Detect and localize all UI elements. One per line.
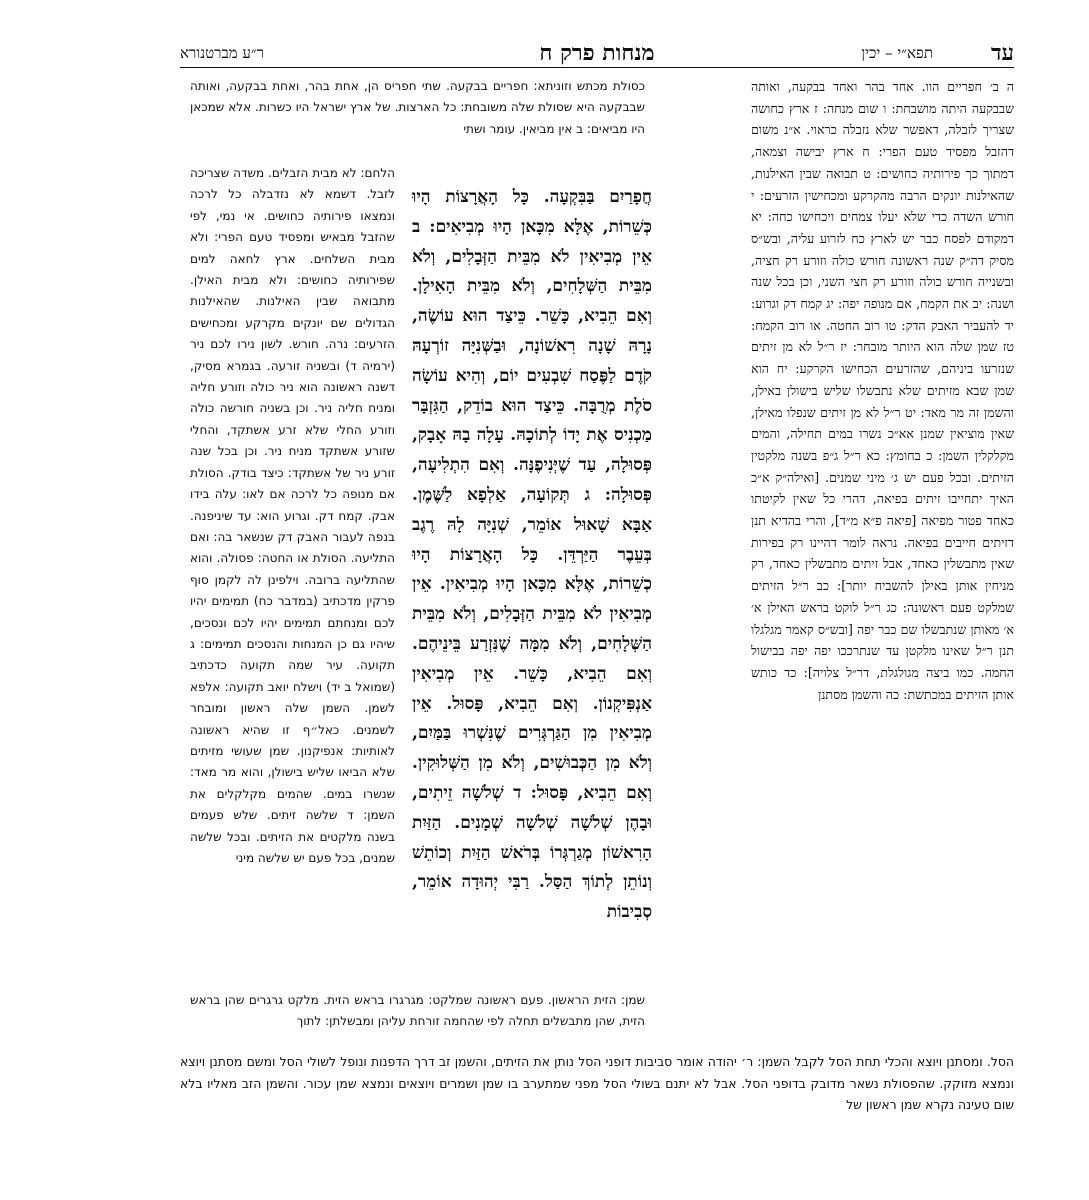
bartenura-commentary-bottom [190, 990, 645, 1033]
header-rule [180, 67, 1014, 68]
tiferet-yisrael-commentary [751, 76, 1014, 705]
commentary-text: כסולת מכתש וזוניתא: חפריים בבקעה. שתי חפריס הן, אחת בהר, ואחת בבקעה, ואותה שבבקעה היא שסולת שלה משובחת: כל הארצות. של ארץ ישראל היו כשרות. אלא שמכאן היו מביאים: ב אין מביאין. עומר ושתי [190, 79, 645, 136]
page-title: מנחות פרק ח [539, 40, 655, 66]
commentary-text: שמן: הזית הראשון. פעם ראשונה שמלקט: מגרגרו בראש הזית. מלקט גרגרים שהן בראש הזית, שהן מתבשלים תחלה לפי שהחמה זורחת עליהן ומבשלתן: לתוך [190, 993, 645, 1029]
page-number: עד [990, 40, 1014, 66]
commentary-text: הלחם: לא מבית הזבלים. משדה שצריכה לזבל. דשמא לא נזדבלה כל לרכה ונמצאו פירותיה כחושים. אי נמי, לפי שהזבל מבאיש ומפסיד טעם הפרי: ולא מבית השלחים. ארץ לחאה למים שפירותיה כחושים: ולא מבית האילן. מתבואה שבין האילנות. שהאילנות הגדולים שם יונקים מקרקע ומכחישים הזרעים: נרה. חורש. לשון נירו לכם ניר (ירמיה ד) ובשניה זורעה. בגמרא מסיק, דשנה ראשונה הוא ניר כולה וזורע חליה ומניח חליה ניר. וכן בשניה חורשה כולה וזורע החלי שלא זרע אשתקד, והחלי שזורע אשתקד מניח ניר. וכן בכל שנה זורע ניר של אשתקד: כיצד בודק. הסולת אם מנופה כל לרכה אם לאו: עלה בידו אבק. קמח דק. וגרוע הוא: עד שיניפנה. בנפה לעבור האבק דק שנשאר בה: ואם התליעה. הסולת או החטה: פסולה. והוא שהתליעה ברובה. וילפינן לה לקמן סוף פרקין מדכתיב (במדבר כח) תמימים יהיו לכם ומנחתם תמימים יהיו לכם ונסכים, שיהיו גם כן המנחות והנסכים תמימים: ג תקועה. עיר שמה תקועה כדכתיב (שמואל ב יד) וישלח יואב תקועה: אלפא לשמן. השמן שלה ראשון ומובחר לשמנים. כאל״ף זו שהיא ראשונה לאותיות: אנפיקנון. שמן שעושי מזיתים שלא הביאו שליש בישולן, והוא מר מאד: שנשרו במים. שהמים מקלקלים את השמן: ד שלשה זיתים. שלש פעמים בשנה מלקטים את הזיתים. ובכל שלשה שמנים, בכל פעם יש שלשה מיני [190, 166, 395, 865]
page-header [180, 40, 1014, 66]
commentary-range: תפא״י – יכין [861, 43, 933, 62]
commentary-name: ר״ע מברטנורא [180, 43, 264, 62]
bartenura-commentary [190, 163, 395, 869]
header-right [861, 40, 1014, 66]
bottom-commentary [180, 1051, 1014, 1116]
commentary-text: ה ב׳ חפריים הוו. אחד בהר ואחד בבקעה, ואותה שבבקעה היתה מושבחת: ו שום מנחה: ז ארץ כחושה שצריך לזבלה, דאפשר שלא נזבלה כראוי. א״נ משום דהזבל מפסיד טעם הפרי: ח ארץ יבישה וצמאה, דמתוך כך פירותיה כחושים: ט תבואה שבין האילנות, שהאילנות יונקים הרבה מהקרקע ומכחישין הזרעים: י חורש השדה כדי שלא יעלו צמחים ויכחישו כחה: יא דמקודם לפסח כבר יש לארץ כח לזרוע עליה, ובש״ס מסיק דה״ק שנה ראשונה חורש כולה וזורע רק חציה, ובשנייה חורש כולה וזורע רק חצי השני, וכן בכל שנה ושנה: יב את הקמח, אם מנופה יפה: יג קמח דק וגרוע: יד להעביר האבק הדק: טו רוב החטה. או רוב הקמח: טז שמן שלה הוא היותר מובחר: יז ר״ל לא מן זיתים שנזרעו ביניהם, שהזרעים הכחישו הקרקע: יח הוא שמן שבא מזיתים שלא נתבשלו שליש בישולן באילן, והשמן זה מר מאד: יט ר״ל לא מן זיתים שנפלו מאילן, שאין מוציאין שמנן אא״כ נשרו במים תחילה, והמים מקלקלין השמן: כ בחומץ: כא ר״ל ג״פ בשנה מלקטין הזיתים. ובכל פעם יש ג׳ מיני שמנים. [ואילה״ק א״כ האיך יתחייבו זיתים בפיאה, דהרי כל שאין לקיטתו כאחד פטור מפיאה [פיאה פ״א מ״ד], והרי בהדיא תנן דזיתים חייבים בפיאה. נראה לומר דהיינו רק בפירות שאין מתבשלין כאחד, אבל זיתים מתבשלין כאחד, רק מניחין אותן באילן להשביח יותר]: כב ר״ל הזיתים שמלקט פעם ראשונה: כג ר״ל לוקט בראש האילן א׳ א׳ מאותן שנתבשלו שם כבר יפה [ובש״ס קאמר מגלגלו תנן ר״ל שאינו מלקטן עד שנתרככו יפה יפה בבישול החמה. כמו ביצה מגולגלת, דר״ל צלויה]: כד כותש אותן הזיתים במכתשת: כה והשמן מסתנן [751, 79, 1014, 702]
mishnah-body: חֲפָרַיִם בַּבִּקְעָה. כָּל הָאֲרָצוֹת הָיוּ כְּשֵׁרוֹת, אֶלָּא מִכָּאן הָיוּ מְבִיאִים: ב אֵין מְבִיאִין לֹא מִבֵּית הַזְּבָלִים, וְלֹא מִבֵּית הַשְּׁלָחִים, וְלֹא מִבֵּית הָאִילָן. וְאִם הֵבִיא, כָּשֵׁר. כֵּיצַד הוּא עוֹשֶׂה, נָרָהּ שָׁנָה רִאשׁוֹנָה, וּבַשְּׁנִיָּה זוֹרְעָהּ קֹדֶם לַפֶּסַח שִׁבְעִים יוֹם, וְהִיא עוֹשָׂה סֹלֶת מְרֻבָּה. כֵּיצַד הוּא בוֹדֵק, הַגִּזְבָּר מַכְנִיס אֶת יָדוֹ לְתוֹכָהּ. עָלָה בָהּ אָבָק, פְּסוּלָה, עַד שֶׁיְּנִיפֶנָּה. וְאִם הִתְלִיעָה, פְּסוּלָה: ג תְּקוֹעָה, אַלְפָא לַשֶּׁמֶן. אַבָּא שָׁאוּל אוֹמֵר, שְׁנִיָּה לָהּ רֶגֶב בְּעֵבֶר הַיַּרְדֵּן. כָּל הָאֲרָצוֹת הָיוּ כְשֵׁרוֹת, אֶלָּא מִכָּאן הָיוּ מְבִיאִין. אֵין מְבִיאִין לֹא מִבֵּית הַזְּבָלִים, וְלֹא מִבֵּית הַשְּׁלָחִים, וְלֹא מִמָּה שֶׁנִּזְרַע בֵּינֵיהֶם. וְאִם הֵבִיא, כָּשֵׁר. אֵין מְבִיאִין אַנְפִּיקְנוֹן. וְאִם הֵבִיא, פָּסוּל. אֵין מְבִיאִין מִן הַגַּרְגְּרִים שֶׁנִּשְׁרוּ בַּמַּיִם, וְלֹא מִן הַכְּבוּשִׁים, וְלֹא מִן הַשְּׁלוּקִין. וְאִם הֵבִיא, פָּסוּל: ד שְׁלֹשָׁה זֵיתִים, וּבָהֶן שְׁלֹשָׁה שְׁלֹשָׁה שְׁמָנִים. הַזַּיִת הָרִאשׁוֹן מְגַרְגְּרוֹ בְּרֹאשׁ הַזַּיִת וְכוֹתֵשׁ וְנוֹתֵן לְתוֹךְ הַסַּל. רַבִּי יְהוּדָה אוֹמֵר, סְבִיבוֹת [412, 187, 652, 923]
mishnah-text [412, 183, 652, 928]
bartenura-commentary-top [190, 76, 645, 140]
commentary-text: הסל. ומסתנן ויוצא והכלי תחת הסל לקבל השמן: ר׳ יהודה אומר סביבות דופני הסל נותן את הזיתים, והשמן זב דרך הדפנות ונופל לשולי הסל ומשם מסתנן ויוצא ונמצא מזוקק. שהפסולת נשאר מדובק בדופני הסל. אבל לא יתנם בשולי הסל מפני שמתערב בו שמן ושמרים ויוצאים ונמצא שמן עכור. והשמן הזב מאליו בלא שום טעינה נקרא שמן ראשון של [180, 1054, 1014, 1112]
